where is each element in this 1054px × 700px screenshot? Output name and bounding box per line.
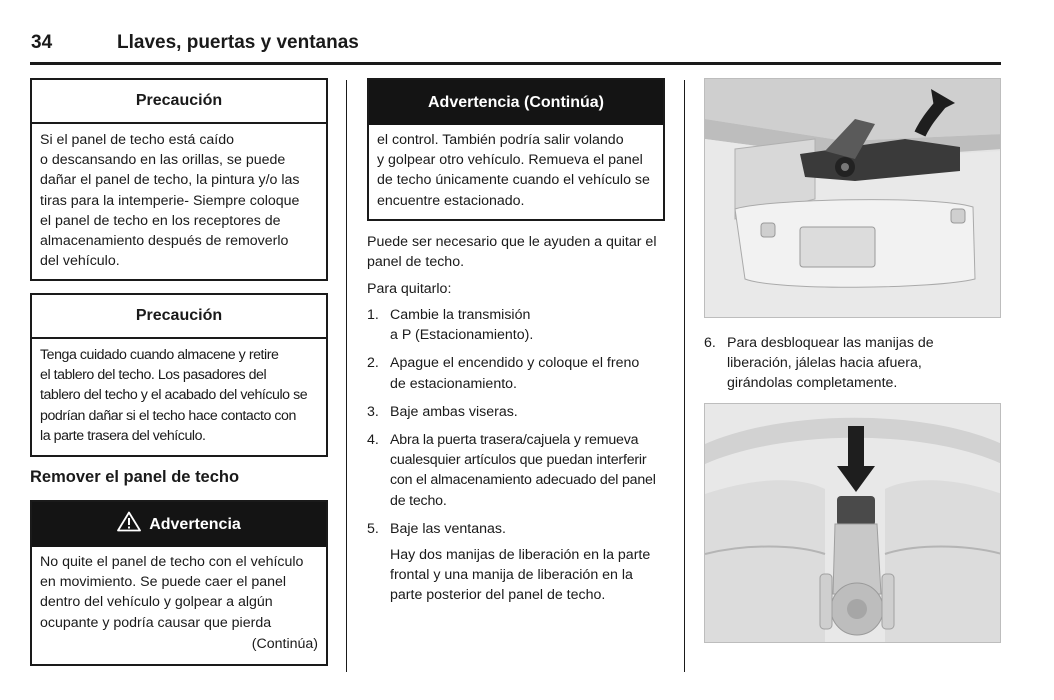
intro-paragraph [367, 232, 667, 272]
list-item [367, 402, 672, 422]
text-line: el tablero del techo. Los pasadores del [40, 367, 267, 384]
warning-title: Advertencia [149, 516, 241, 533]
text-line: cualesquier artículos que puedan interferir [390, 452, 647, 469]
header-rule [30, 62, 1001, 65]
para-quitarlo: Para quitarlo: [367, 281, 452, 297]
text-line: a P (Estacionamiento). [390, 327, 534, 344]
text-line: podrían dañar si el techo hace contacto con [40, 407, 296, 424]
text-line: Baje ambas viseras. [390, 403, 518, 420]
text-line: con el almacenamiento adecuado del panel [390, 472, 656, 489]
rear-release-handle-photo [704, 403, 1001, 643]
text-line: Para desbloquear las manijas de [727, 335, 934, 351]
caution-body-2 [32, 339, 326, 446]
text-line: ocupante y podría causar que pierda [40, 614, 272, 631]
text-line: liberación, jálelas hacia afuera, [727, 355, 922, 372]
text-line: girándolas completamente. [727, 375, 898, 392]
text-line: parte posterior del panel de techo. [390, 587, 606, 604]
step-number: 5. [367, 520, 379, 537]
list-item [367, 353, 672, 393]
roof-latch-photo [704, 78, 1001, 318]
warning-triangle-icon [117, 505, 141, 550]
text-line: de estacionamiento. [390, 375, 517, 392]
text-line: la parte trasera del vehículo. [40, 427, 206, 444]
text-line: en movimiento. Se puede caer el panel [40, 574, 287, 591]
text-line: el panel de techo en los receptores de [40, 212, 281, 229]
step-text [390, 353, 672, 393]
text-line: o descansando en las orillas, se puede [40, 152, 286, 169]
warning-header [32, 502, 326, 547]
section-title: Llaves, puertas y ventanas [117, 32, 359, 53]
release-handle-illustration [705, 404, 1001, 643]
column-separator-1 [346, 80, 347, 672]
step-text [390, 402, 672, 422]
text-line: Tenga cuidado cuando almacene y retire [40, 347, 279, 363]
text-line: dañar el panel de techo, la pintura y/o las [40, 172, 300, 189]
text-line: Cambie la transmisión [390, 307, 531, 323]
step-number: 1. [367, 307, 379, 323]
text-line: Baje las ventanas. [390, 520, 506, 537]
text-line: Si el panel de techo está caído [40, 132, 235, 148]
step-text [390, 305, 672, 345]
step-text [390, 519, 672, 606]
warning-body [32, 547, 326, 654]
caution-title-2: Precaución [32, 295, 326, 339]
steps-list [367, 305, 672, 614]
text-line: tablero del techo y el acabado del vehículo se [40, 387, 308, 404]
step-6 [704, 333, 1004, 394]
step-text [727, 333, 934, 394]
warning-continued-box [367, 78, 665, 221]
text-line: del vehículo. [40, 253, 120, 270]
step-number: 4. [367, 432, 379, 449]
roof-latch-illustration [705, 79, 1001, 318]
step-number: 3. [367, 403, 379, 420]
list-item [367, 305, 672, 345]
text-line: No quite el panel de techo con el vehículo [40, 554, 304, 570]
text-line: de techo únicamente cuando el vehículo se [377, 172, 650, 189]
page-number: 34 [31, 32, 53, 53]
column-separator-2 [684, 80, 685, 672]
step-number: 2. [367, 355, 379, 372]
warning-continued-title: Advertencia (Continúa) [369, 80, 663, 125]
text-line: el control. También podría salir volando [377, 132, 624, 148]
text-line: Abra la puerta trasera/cajuela y remueva [390, 432, 639, 449]
text-line: encuentre estacionado. [377, 192, 525, 209]
list-item [367, 430, 672, 511]
text-line: frontal y una manija de liberación en la [390, 567, 633, 584]
text-line: Apague el encendido y coloque el freno [390, 355, 640, 372]
list-item [367, 519, 672, 606]
text-line: Hay dos manijas de liberación en la parte [390, 547, 651, 564]
text-line: tiras para la intemperie- Siempre coloque [40, 192, 300, 209]
text-line: panel de techo. [367, 254, 465, 271]
text-line: almacenamiento después de removerlo [40, 233, 289, 250]
text-line: y golpear otro vehículo. Remueva el panel [377, 152, 643, 169]
caution-box-2 [30, 293, 328, 457]
text-line: de techo. [390, 492, 447, 509]
step-number: 6. [704, 335, 716, 351]
continued-label: (Continúa) [251, 635, 318, 652]
caution-title-1: Precaución [32, 80, 326, 124]
caution-body-1 [32, 124, 326, 271]
caution-box-1 [30, 78, 328, 281]
step-text [390, 430, 672, 511]
text-line: Puede ser necesario que le ayuden a quitar el [367, 234, 657, 250]
text-line: dentro del vehículo y golpear a algún [40, 594, 273, 611]
section-heading: Remover el panel de techo [30, 468, 240, 486]
warning-continued-body [369, 125, 663, 211]
warning-box [30, 500, 328, 666]
